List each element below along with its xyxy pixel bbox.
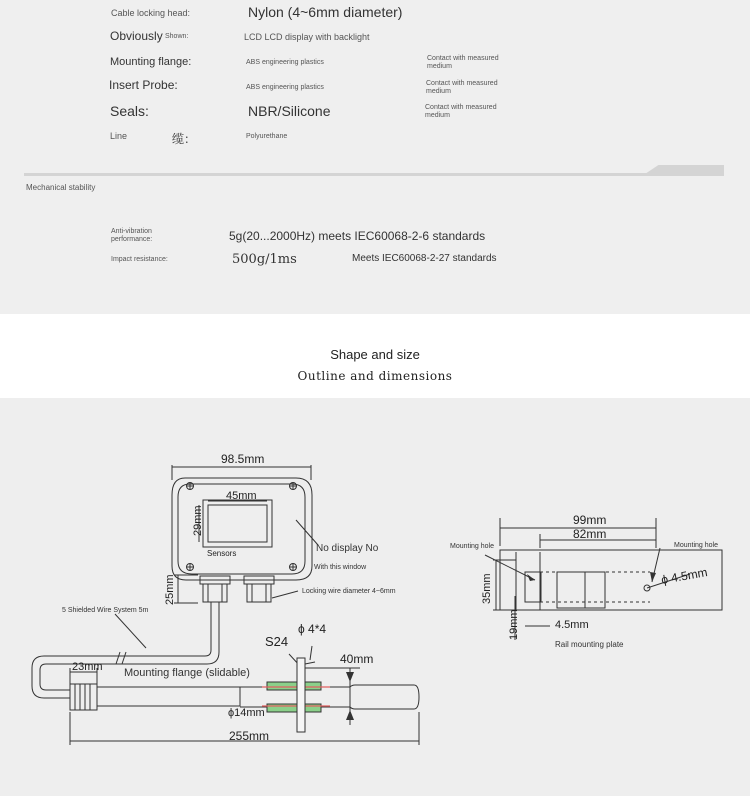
window-note: With this window	[314, 564, 367, 571]
mount-hole-right-label: Mounting hole	[674, 542, 718, 549]
brand-label: Sensors	[207, 549, 237, 558]
dim-flange-depth: 40mm	[340, 652, 374, 666]
dim-display-height: 29mm	[192, 505, 204, 536]
rail-caption: Rail mounting plate	[555, 640, 624, 649]
dim-rail-offset: 4.5mm	[555, 619, 589, 631]
mech-title: Mechanical stability	[26, 183, 96, 192]
dimension-drawing	[0, 398, 750, 796]
dim-rail-h2: 19mm	[508, 609, 520, 640]
dim-gland-height: 25mm	[164, 574, 176, 605]
drawing-section	[0, 398, 750, 796]
specs-section	[0, 0, 750, 314]
dim-rail-hole: ϕ 4.5mm	[660, 565, 709, 587]
spec-value-flange: ABS engineering plastics	[246, 59, 324, 66]
spec-label-display: Obviously	[110, 29, 163, 43]
spec-note-seals: Contact with measured medium	[425, 104, 497, 119]
spec-label-seals: Seals:	[110, 103, 149, 119]
spec-note-flange: Contact with measured medium	[427, 55, 499, 70]
cable-label: 5 Shielded Wire System 5m	[62, 607, 149, 614]
section-header-band	[0, 314, 750, 398]
dim-total-len: 255mm	[229, 729, 270, 743]
shape-title: Shape and size	[330, 347, 420, 362]
mech-value-impact: 500g/1ms	[232, 252, 297, 267]
dim-rail-h1: 35mm	[481, 573, 493, 604]
dim-gland-len: 23mm	[72, 661, 103, 673]
mounting-flange-label: Mounting flange (slidable)	[124, 667, 250, 679]
mech-value-vibration: 5g(20...2000Hz) meets IEC60068-2-6 standards	[229, 229, 486, 243]
dim-rail-w2: 82mm	[573, 527, 607, 541]
mech-label-vibration: Anti-vibration performance:	[111, 228, 153, 243]
spec-label-cable-head: Cable locking head:	[111, 8, 191, 18]
section-divider	[24, 173, 724, 176]
flange-collar	[267, 682, 321, 690]
shape-subtitle: Outline and dimensions	[297, 369, 453, 383]
dim-rail-w1: 99mm	[573, 513, 607, 527]
spec-value-seals: NBR/Silicone	[248, 103, 331, 119]
spec-label-line-cn: 缆：	[172, 132, 197, 146]
spec-value-line: Polyurethane	[246, 133, 288, 140]
spec-value-display: LCD LCD display with backlight	[244, 32, 370, 42]
spec-label-display-suffix: Shown:	[165, 33, 189, 40]
dim-width: 98.5mm	[221, 452, 265, 466]
spec-label-probe: Insert Probe:	[109, 78, 178, 92]
spec-label-flange: Mounting flange:	[110, 56, 192, 68]
dim-probe-dia: ϕ14mm	[228, 707, 265, 719]
spec-value-probe: ABS engineering plastics	[246, 84, 324, 91]
spec-note-probe: Contact with measured medium	[426, 80, 498, 95]
mech-label-impact: Impact resistance:	[111, 256, 168, 263]
mech-note-impact: Meets IEC60068-2-27 standards	[352, 253, 497, 264]
mount-hole-left-label: Mounting hole	[450, 543, 494, 550]
dim-flange-holes: ϕ 4*4	[298, 622, 327, 636]
locking-wire-label: Locking wire diameter 4~6mm	[302, 588, 396, 595]
dim-flange-s: S24	[265, 634, 289, 649]
spec-value-cable-head: Nylon (4~6mm diameter)	[248, 4, 403, 20]
no-display-label: No display No	[316, 543, 379, 554]
dim-display-width: 45mm	[226, 490, 257, 502]
spec-label-line: Line	[110, 131, 128, 141]
